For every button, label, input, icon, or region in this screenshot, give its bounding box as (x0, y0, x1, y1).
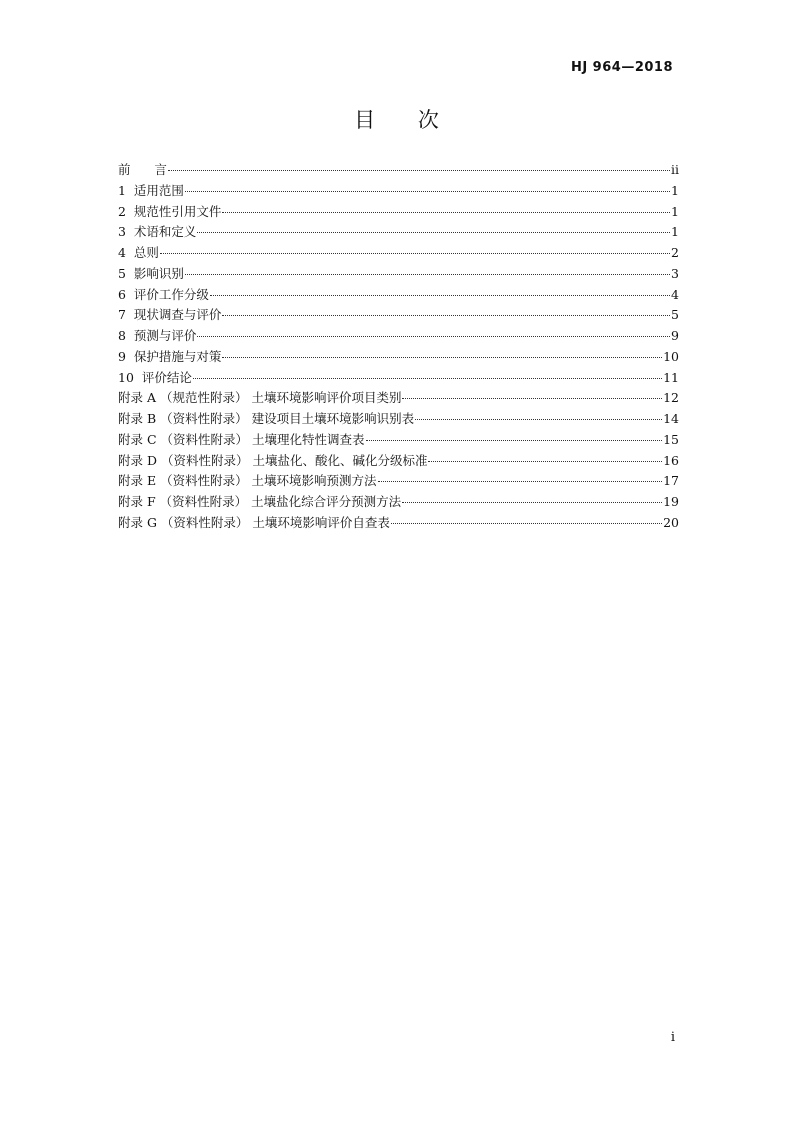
toc-entry[interactable] (118, 430, 679, 451)
toc-entry[interactable] (118, 160, 679, 181)
toc-entry-label: 附录 A （规范性附录） 土壤环境影响评价项目类别 (118, 390, 402, 406)
toc-entry-label: 3 术语和定义 (118, 224, 197, 240)
toc-entry[interactable] (118, 305, 679, 326)
toc-entry-page: 14 (663, 411, 679, 426)
toc-entry[interactable] (118, 513, 679, 534)
toc-entry-label: 5 影响识别 (118, 265, 184, 281)
toc-leader-dots (185, 274, 670, 275)
toc-entry-page: 2 (671, 245, 679, 260)
toc-entry-label: 1 适用范围 (118, 182, 184, 198)
toc-entry-page: 16 (663, 452, 679, 468)
toc-entry-page: 3 (671, 265, 679, 281)
toc-entry[interactable] (118, 222, 679, 243)
toc-leader-dots (415, 419, 662, 420)
toc-entry[interactable] (118, 347, 679, 368)
toc-entry-label: 前 言 (118, 162, 167, 177)
toc-entry-page: 4 (671, 286, 679, 302)
toc-leader-dots (168, 170, 670, 171)
toc-entry-label: 附录 C （资料性附录） 土壤理化特性调查表 (118, 431, 365, 447)
toc-leader-dots (222, 315, 670, 316)
toc-entry-label: 4 总则 (118, 245, 159, 260)
toc-entry[interactable] (118, 388, 679, 409)
toc-leader-dots (193, 378, 662, 379)
toc-entry-label: 附录 F （资料性附录） 土壤盐化综合评分预测方法 (118, 494, 402, 509)
toc-entry[interactable] (118, 243, 679, 264)
toc-leader-dots (428, 461, 662, 462)
toc-entry-label: 附录 G （资料性附录） 土壤环境影响评价自查表 (118, 514, 390, 530)
toc-entry-label: 7 现状调查与评价 (118, 307, 222, 323)
toc-entry-label: 附录 B （资料性附录） 建设项目土壤环境影响识别表 (118, 411, 415, 426)
toc-entry-page: 15 (663, 431, 679, 447)
toc-entry-page: 1 (671, 224, 679, 240)
toc-leader-dots (391, 523, 662, 524)
toc-entry-page: ii (671, 162, 679, 177)
toc-leader-dots (197, 336, 670, 337)
toc-entry-label: 6 评价工作分级 (118, 286, 209, 302)
toc-entry-page: 20 (663, 514, 679, 530)
toc-leader-dots (222, 357, 662, 358)
toc-entry[interactable] (118, 181, 679, 202)
toc-entry[interactable] (118, 285, 679, 306)
toc-leader-dots (402, 502, 662, 503)
toc-leader-dots (160, 253, 670, 254)
toc-title: 目 次 (354, 108, 457, 132)
toc-entry[interactable] (118, 492, 679, 513)
toc-leader-dots (402, 398, 662, 399)
toc-entry[interactable] (118, 451, 679, 472)
toc-entry[interactable] (118, 409, 679, 430)
toc-list (118, 160, 679, 534)
toc-entry-page: 1 (671, 182, 679, 198)
toc-leader-dots (222, 212, 670, 213)
toc-leader-dots (197, 232, 670, 233)
toc-leader-dots (210, 295, 670, 296)
standard-code: HJ 964—2018 (570, 60, 673, 75)
toc-entry[interactable] (118, 368, 679, 389)
toc-entry-page: 19 (663, 494, 679, 509)
toc-entry-page: 5 (671, 307, 679, 323)
toc-entry-label: 9 保护措施与对策 (118, 348, 222, 364)
toc-entry-page: 1 (671, 203, 679, 219)
toc-entry-page: 11 (663, 369, 679, 385)
toc-entry-label: 10 评价结论 (118, 369, 192, 385)
page-number: i (670, 1030, 675, 1045)
toc-leader-dots (185, 191, 670, 192)
toc-leader-dots (378, 481, 663, 482)
toc-entry[interactable] (118, 202, 679, 223)
toc-entry[interactable] (118, 471, 679, 492)
toc-entry[interactable] (118, 264, 679, 285)
toc-leader-dots (366, 440, 663, 441)
toc-entry-page: 17 (663, 473, 679, 489)
toc-entry-page: 9 (671, 328, 679, 343)
toc-entry-label: 附录 E （资料性附录） 土壤环境影响预测方法 (118, 473, 377, 489)
toc-entry-page: 12 (663, 390, 679, 406)
toc-entry-label: 附录 D （资料性附录） 土壤盐化、酸化、碱化分级标准 (118, 452, 428, 468)
toc-entry-page: 10 (663, 348, 679, 364)
toc-entry[interactable] (118, 326, 679, 347)
toc-entry-label: 8 预测与评价 (118, 328, 197, 343)
toc-entry-label: 2 规范性引用文件 (118, 203, 222, 219)
